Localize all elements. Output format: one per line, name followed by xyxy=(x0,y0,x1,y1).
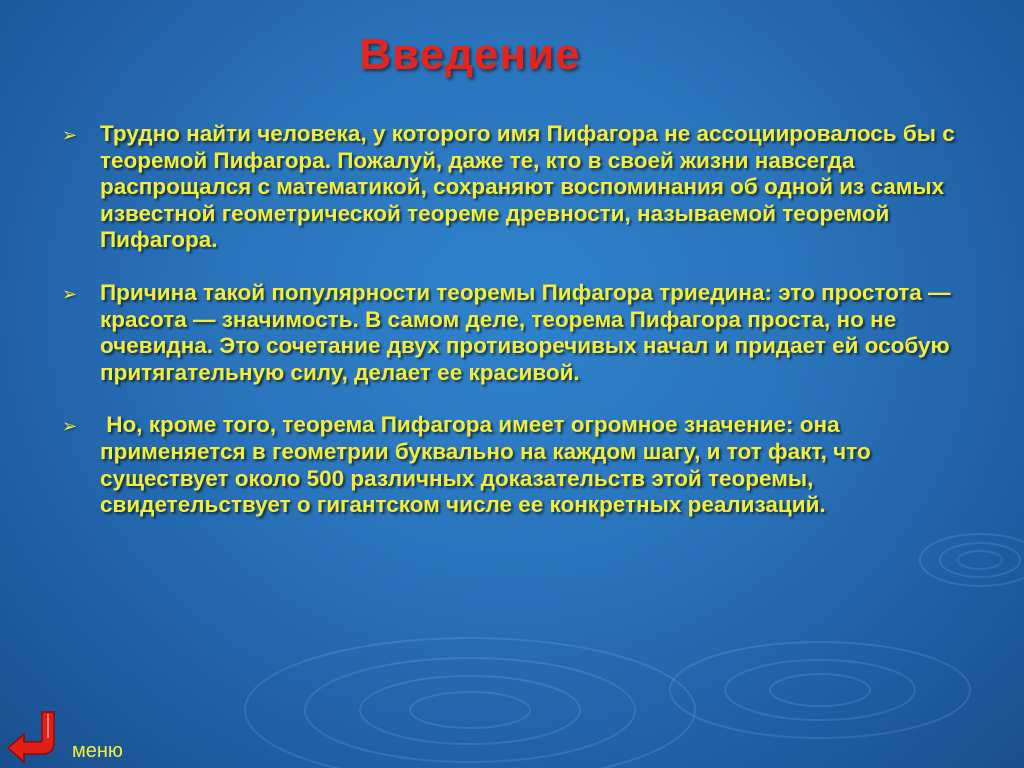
bullet-text: Причина такой популярности теоремы Пифагора триедина: это простота — красота — значимость. В самом деле, теорема Пифагора проста, но не очевидна. Это сочетание двух противоречивых начал и придает ей особую притягательную силу, делает ее красивой. xyxy=(100,279,951,385)
menu-label[interactable]: меню xyxy=(72,740,123,762)
slide-title: Введение xyxy=(359,30,581,79)
bullet-item xyxy=(58,412,968,518)
arrow-bullet-icon: ➢ xyxy=(62,125,78,145)
return-arrow-icon xyxy=(4,708,70,766)
arrow-bullet-icon: ➢ xyxy=(62,416,78,437)
bullet-item xyxy=(58,280,968,386)
bullet-item xyxy=(58,121,968,254)
arrow-bullet-icon: ➢ xyxy=(62,283,78,304)
bullet-list xyxy=(58,121,968,545)
menu-button[interactable] xyxy=(4,706,123,766)
bullet-text: Но, кроме того, теорема Пифагора имеет огромное значение: она применяется в геометрии буквально на каждом шагу, и тот факт, что существует около 500 различных доказательств этой теоремы, свидетельствует о гигантском числе ее конкретных реализаций. xyxy=(100,412,877,518)
bullet-text: Трудно найти человека, у которого имя Пифагора не ассоциировалось бы с теоремой Пифагора. Пожалуй, даже те, кто в своей жизни навсегда распрощался с математикой, сохраняют воспоминания об одной из самых известной геометрической теореме древности, называемой теоремой Пифагора. xyxy=(100,121,955,253)
